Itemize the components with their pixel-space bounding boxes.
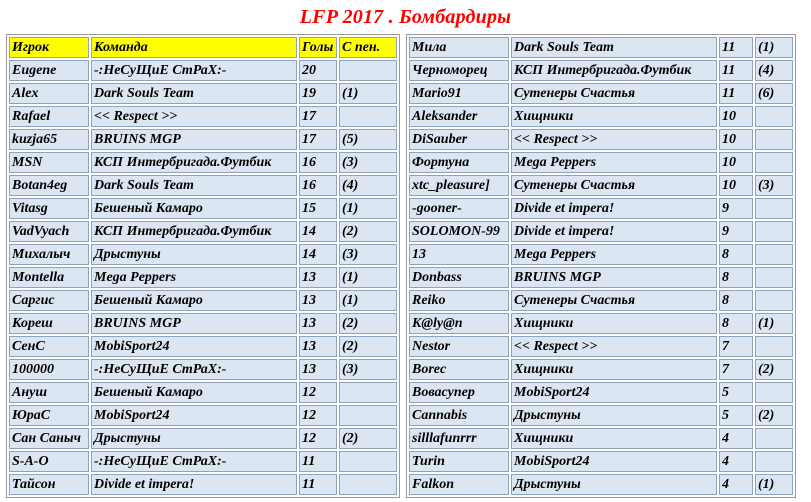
player-name: Aleksander bbox=[409, 106, 509, 127]
player-name: Мила bbox=[409, 37, 509, 58]
goals-count: 11 bbox=[299, 451, 337, 472]
player-name: Михалыч bbox=[9, 244, 89, 265]
team-name: Дрыстуны bbox=[91, 244, 297, 265]
goals-count: 12 bbox=[299, 382, 337, 403]
penalty-count bbox=[339, 60, 397, 81]
team-name: Дрыстуны bbox=[511, 474, 717, 495]
player-name: Вовасупер bbox=[409, 382, 509, 403]
penalty-count bbox=[339, 405, 397, 426]
team-name: Бешеный Камаро bbox=[91, 290, 297, 311]
header-player: Игрок bbox=[9, 37, 89, 58]
goals-count: 17 bbox=[299, 106, 337, 127]
penalty-count: (3) bbox=[339, 244, 397, 265]
goals-count: 16 bbox=[299, 152, 337, 173]
team-name: Сутенеры Счастья bbox=[511, 175, 717, 196]
penalty-count: (1) bbox=[339, 198, 397, 219]
team-name: Mega Peppers bbox=[91, 267, 297, 288]
team-name: Хищники bbox=[511, 359, 717, 380]
table-row bbox=[409, 37, 793, 58]
player-name: DiSauber bbox=[409, 129, 509, 150]
player-name: Саргис bbox=[9, 290, 89, 311]
penalty-count bbox=[755, 198, 793, 219]
table-row bbox=[9, 244, 397, 265]
player-name: Donbass bbox=[409, 267, 509, 288]
penalty-count: (4) bbox=[755, 60, 793, 81]
penalty-count bbox=[755, 382, 793, 403]
table-row bbox=[409, 359, 793, 380]
goals-count: 11 bbox=[719, 37, 753, 58]
penalty-count: (2) bbox=[755, 359, 793, 380]
penalty-count: (2) bbox=[755, 405, 793, 426]
goals-count: 5 bbox=[719, 382, 753, 403]
penalty-count bbox=[339, 474, 397, 495]
team-name: Хищники bbox=[511, 106, 717, 127]
penalty-count bbox=[755, 129, 793, 150]
table-row bbox=[409, 336, 793, 357]
penalty-count: (3) bbox=[339, 359, 397, 380]
player-name: ЮраС bbox=[9, 405, 89, 426]
team-name: MobiSport24 bbox=[91, 336, 297, 357]
table-row bbox=[409, 267, 793, 288]
header-team: Команда bbox=[91, 37, 297, 58]
player-name: SOLOMON-99 bbox=[409, 221, 509, 242]
goals-count: 4 bbox=[719, 428, 753, 449]
penalty-count bbox=[755, 267, 793, 288]
goals-count: 9 bbox=[719, 198, 753, 219]
team-name: Хищники bbox=[511, 313, 717, 334]
penalty-count bbox=[339, 382, 397, 403]
penalty-count bbox=[339, 106, 397, 127]
penalty-count: (3) bbox=[755, 175, 793, 196]
penalty-count: (3) bbox=[339, 152, 397, 173]
penalty-count: (1) bbox=[339, 290, 397, 311]
goals-count: 13 bbox=[299, 336, 337, 357]
goals-count: 10 bbox=[719, 106, 753, 127]
penalty-count bbox=[755, 290, 793, 311]
goals-count: 11 bbox=[299, 474, 337, 495]
scorers-table-right bbox=[406, 34, 796, 498]
goals-count: 10 bbox=[719, 152, 753, 173]
table-row bbox=[9, 175, 397, 196]
goals-count: 20 bbox=[299, 60, 337, 81]
table-row bbox=[409, 382, 793, 403]
team-name: Mega Peppers bbox=[511, 244, 717, 265]
team-name: Dark Souls Team bbox=[91, 175, 297, 196]
team-name: << Respect >> bbox=[511, 129, 717, 150]
player-name: 13 bbox=[409, 244, 509, 265]
goals-count: 11 bbox=[719, 83, 753, 104]
player-name: Montella bbox=[9, 267, 89, 288]
goals-count: 4 bbox=[719, 474, 753, 495]
goals-count: 14 bbox=[299, 221, 337, 242]
player-name: Rafael bbox=[9, 106, 89, 127]
team-name: КСП Интербригада.Футбик bbox=[91, 221, 297, 242]
penalty-count bbox=[755, 451, 793, 472]
player-name: MSN bbox=[9, 152, 89, 173]
penalty-count: (4) bbox=[339, 175, 397, 196]
team-name: Divide et impera! bbox=[511, 198, 717, 219]
table-row bbox=[9, 405, 397, 426]
goals-count: 10 bbox=[719, 175, 753, 196]
penalty-count: (1) bbox=[339, 83, 397, 104]
team-name: Divide et impera! bbox=[511, 221, 717, 242]
player-name: Черноморец bbox=[409, 60, 509, 81]
team-name: BRUINS MGP bbox=[511, 267, 717, 288]
player-name: silllafunrrr bbox=[409, 428, 509, 449]
table-row bbox=[409, 129, 793, 150]
team-name: Divide et impera! bbox=[91, 474, 297, 495]
player-name: Botan4eg bbox=[9, 175, 89, 196]
team-name: MobiSport24 bbox=[91, 405, 297, 426]
penalty-count: (1) bbox=[755, 474, 793, 495]
goals-count: 15 bbox=[299, 198, 337, 219]
penalty-count: (1) bbox=[755, 313, 793, 334]
table-row bbox=[9, 336, 397, 357]
player-name: -gooner- bbox=[409, 198, 509, 219]
player-name: СенС bbox=[9, 336, 89, 357]
player-name: xtc_pleasure] bbox=[409, 175, 509, 196]
scorers-table-left bbox=[6, 34, 400, 498]
table-row bbox=[409, 60, 793, 81]
team-name: MobiSport24 bbox=[511, 451, 717, 472]
player-name: S-A-O bbox=[9, 451, 89, 472]
player-name: 100000 bbox=[9, 359, 89, 380]
team-name: BRUINS MGP bbox=[91, 129, 297, 150]
team-name: << Respect >> bbox=[511, 336, 717, 357]
table-row bbox=[409, 83, 793, 104]
team-name: BRUINS MGP bbox=[91, 313, 297, 334]
goals-count: 8 bbox=[719, 244, 753, 265]
table-row bbox=[9, 451, 397, 472]
team-name: Дрыстуны bbox=[91, 428, 297, 449]
table-row bbox=[409, 451, 793, 472]
team-name: Сутенеры Счастья bbox=[511, 290, 717, 311]
player-name: Nestor bbox=[409, 336, 509, 357]
player-name: Borec bbox=[409, 359, 509, 380]
table-row bbox=[9, 267, 397, 288]
goals-count: 17 bbox=[299, 129, 337, 150]
goals-count: 13 bbox=[299, 313, 337, 334]
player-name: Кореш bbox=[9, 313, 89, 334]
table-row bbox=[409, 221, 793, 242]
goals-count: 10 bbox=[719, 129, 753, 150]
goals-count: 4 bbox=[719, 451, 753, 472]
penalty-count: (1) bbox=[755, 37, 793, 58]
table-row bbox=[409, 244, 793, 265]
table-row bbox=[409, 428, 793, 449]
table-row bbox=[409, 152, 793, 173]
player-name: VadVyach bbox=[9, 221, 89, 242]
table-row bbox=[409, 175, 793, 196]
player-name: Alex bbox=[9, 83, 89, 104]
goals-count: 19 bbox=[299, 83, 337, 104]
table-row bbox=[9, 474, 397, 495]
team-name: Сутенеры Счастья bbox=[511, 83, 717, 104]
goals-count: 14 bbox=[299, 244, 337, 265]
table-row bbox=[409, 313, 793, 334]
table-row bbox=[409, 474, 793, 495]
goals-count: 13 bbox=[299, 267, 337, 288]
table-row bbox=[9, 382, 397, 403]
penalty-count: (2) bbox=[339, 428, 397, 449]
goals-count: 8 bbox=[719, 290, 753, 311]
goals-count: 13 bbox=[299, 290, 337, 311]
table-row bbox=[409, 198, 793, 219]
goals-count: 16 bbox=[299, 175, 337, 196]
page-title: LFP 2017 . Бомбардиры bbox=[299, 6, 512, 28]
player-name: Cannabis bbox=[409, 405, 509, 426]
table-row bbox=[409, 405, 793, 426]
team-name: КСП Интербригада.Футбик bbox=[91, 152, 297, 173]
team-name: -:НеСуЩиЕ СтРаХ:- bbox=[91, 451, 297, 472]
table-row bbox=[409, 290, 793, 311]
player-name: Ануш bbox=[9, 382, 89, 403]
penalty-count: (2) bbox=[339, 313, 397, 334]
table-row bbox=[9, 221, 397, 242]
goals-count: 8 bbox=[719, 313, 753, 334]
penalty-count bbox=[339, 451, 397, 472]
penalty-count bbox=[755, 336, 793, 357]
team-name: -:НеСуЩиЕ СтРаХ:- bbox=[91, 60, 297, 81]
penalty-count: (2) bbox=[339, 221, 397, 242]
player-name: Сан Саныч bbox=[9, 428, 89, 449]
player-name: Vitasg bbox=[9, 198, 89, 219]
player-name: Mario91 bbox=[409, 83, 509, 104]
table-row bbox=[9, 198, 397, 219]
table-row bbox=[9, 129, 397, 150]
player-name: Falkon bbox=[409, 474, 509, 495]
player-name: Turin bbox=[409, 451, 509, 472]
goals-count: 7 bbox=[719, 359, 753, 380]
table-row bbox=[9, 60, 397, 81]
table-row bbox=[9, 290, 397, 311]
goals-count: 11 bbox=[719, 60, 753, 81]
goals-count: 5 bbox=[719, 405, 753, 426]
team-name: Mega Peppers bbox=[511, 152, 717, 173]
team-name: MobiSport24 bbox=[511, 382, 717, 403]
table-row bbox=[9, 313, 397, 334]
player-name: Фортуна bbox=[409, 152, 509, 173]
table-row bbox=[9, 152, 397, 173]
player-name: Eugene bbox=[9, 60, 89, 81]
goals-count: 12 bbox=[299, 428, 337, 449]
team-name: << Respect >> bbox=[91, 106, 297, 127]
player-name: kuzja65 bbox=[9, 129, 89, 150]
team-name: Дрыстуны bbox=[511, 405, 717, 426]
header-penalties: С пен. bbox=[339, 37, 397, 58]
table-row bbox=[409, 106, 793, 127]
header-goals: Голы bbox=[299, 37, 337, 58]
table-row bbox=[9, 83, 397, 104]
table-row bbox=[9, 428, 397, 449]
player-name: K@ly@n bbox=[409, 313, 509, 334]
table-row bbox=[9, 106, 397, 127]
penalty-count bbox=[755, 221, 793, 242]
goals-count: 7 bbox=[719, 336, 753, 357]
goals-count: 13 bbox=[299, 359, 337, 380]
team-name: -:НеСуЩиЕ СтРаХ:- bbox=[91, 359, 297, 380]
penalty-count bbox=[755, 244, 793, 265]
table-row bbox=[9, 359, 397, 380]
goals-count: 8 bbox=[719, 267, 753, 288]
penalty-count: (5) bbox=[339, 129, 397, 150]
player-name: Тайсон bbox=[9, 474, 89, 495]
penalty-count bbox=[755, 152, 793, 173]
penalty-count: (1) bbox=[339, 267, 397, 288]
team-name: Dark Souls Team bbox=[511, 37, 717, 58]
penalty-count bbox=[755, 428, 793, 449]
team-name: Бешеный Камаро bbox=[91, 382, 297, 403]
team-name: Dark Souls Team bbox=[91, 83, 297, 104]
goals-count: 12 bbox=[299, 405, 337, 426]
goals-count: 9 bbox=[719, 221, 753, 242]
player-name: Reiko bbox=[409, 290, 509, 311]
team-name: Бешеный Камаро bbox=[91, 198, 297, 219]
team-name: КСП Интербригада.Футбик bbox=[511, 60, 717, 81]
penalty-count: (2) bbox=[339, 336, 397, 357]
penalty-count: (6) bbox=[755, 83, 793, 104]
penalty-count bbox=[755, 106, 793, 127]
team-name: Хищники bbox=[511, 428, 717, 449]
table-header-row bbox=[9, 37, 397, 58]
